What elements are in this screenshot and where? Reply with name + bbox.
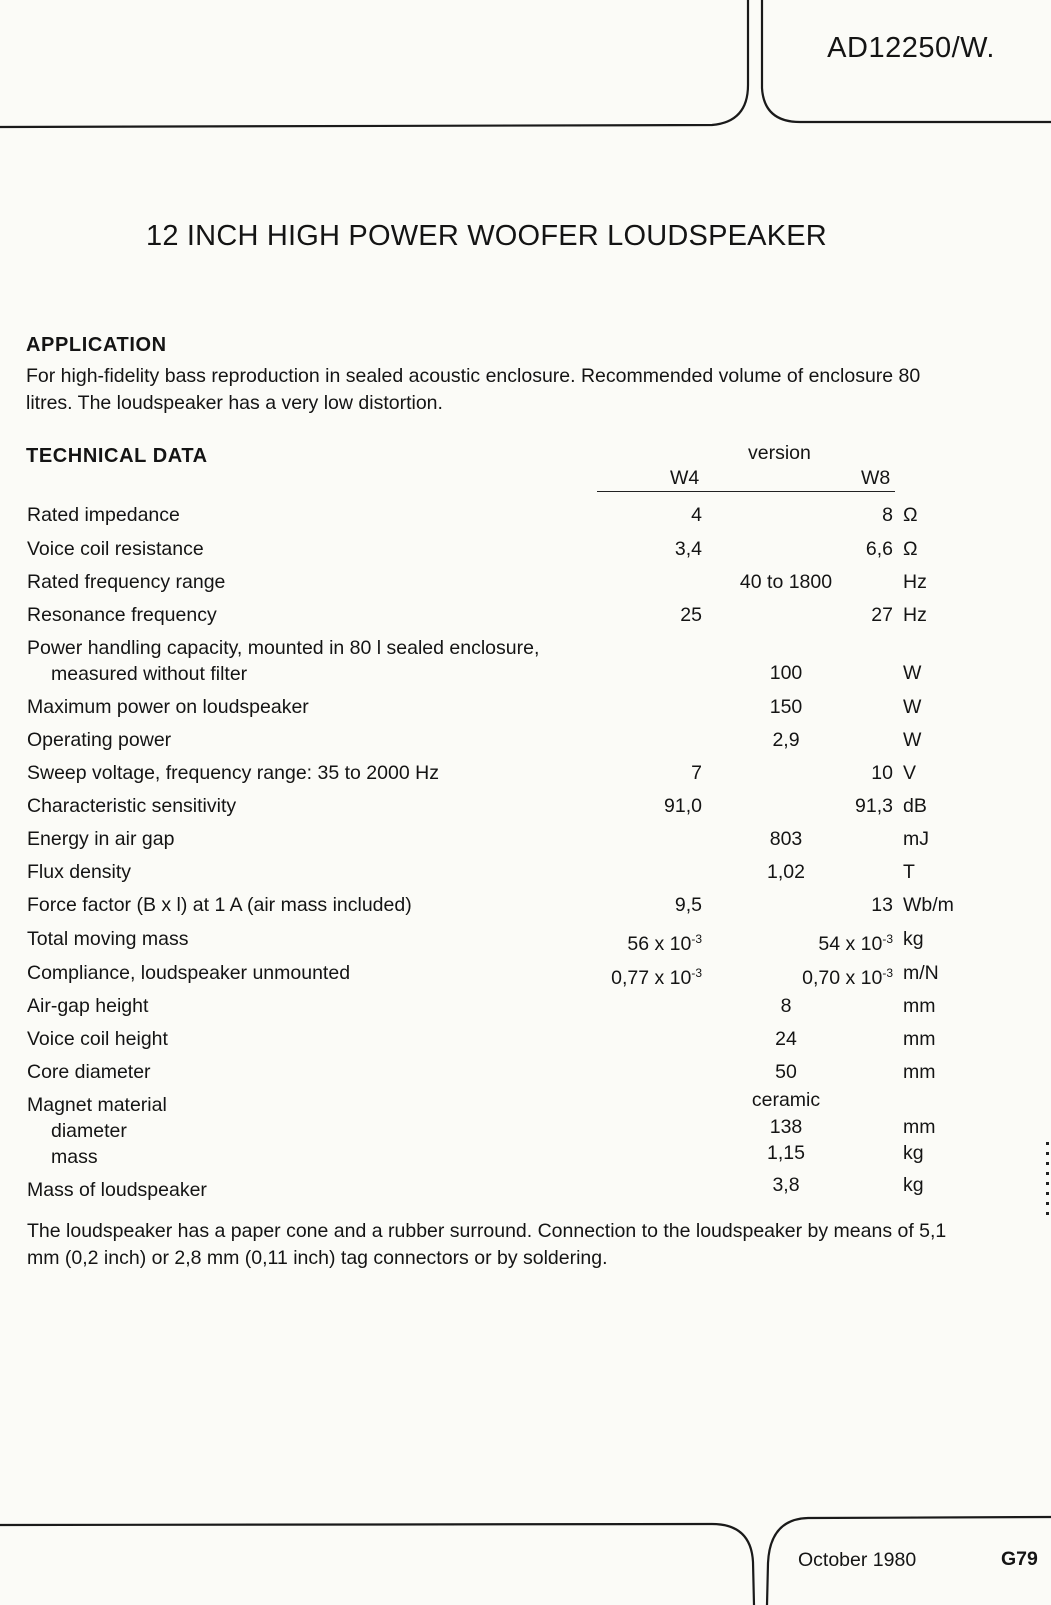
row-label: Mass of loudspeaker [27, 1179, 207, 1201]
value-unit: W [903, 729, 922, 751]
value-w8-text: 13 [871, 894, 893, 916]
footer-date: October 1980 [798, 1549, 917, 1571]
value-unit: kg [903, 1174, 924, 1196]
value-w8-text: 6,6 [865, 538, 893, 560]
construction-note: The loudspeaker has a paper cone and a rubber surround. Connection to the loudspeaker by means of 5,1 mm (0,2 inch) or 2,8 mm (0,11 inch) tag connectors or by soldering. [27, 1220, 947, 1269]
value-w4-text: 25 [680, 604, 702, 626]
row-label: Force factor (B x l) at 1 A (air mass included) [27, 894, 412, 916]
value-unit: kg [903, 928, 924, 950]
row-label: Sweep voltage, frequency range: 35 to 2000 Hz [27, 762, 439, 784]
row-label: Voice coil resistance [27, 538, 204, 560]
value-w8 [871, 602, 893, 628]
value-common: 24 [775, 1028, 797, 1050]
column-header-w4: W4 [670, 467, 700, 489]
value-w4 [675, 892, 702, 918]
row-label: Rated frequency range [27, 571, 226, 593]
value-w4 [691, 502, 702, 528]
footer-page-number: G79 [1001, 1548, 1038, 1570]
row-sublabel: diameter [51, 1120, 127, 1142]
row-sublabel: mass [51, 1146, 98, 1168]
value-w4-text: 9,5 [674, 894, 702, 916]
value-w4-text: 7 [691, 762, 702, 784]
value-w4 [675, 536, 702, 562]
value-common: 3,8 [772, 1174, 800, 1196]
value-unit: kg [903, 1142, 924, 1164]
value-common: 803 [769, 828, 803, 850]
value-w8 [871, 760, 893, 786]
row-label: Magnet material [27, 1094, 167, 1116]
row-label: Voice coil height [27, 1028, 168, 1050]
technical-data-heading: TECHNICAL DATA [26, 445, 208, 467]
value-w4-text: 91,0 [664, 795, 702, 817]
value-w4-text: 56 x 10 [627, 933, 692, 955]
row-label: Flux density [27, 861, 132, 883]
document-code: AD12250/W. [827, 32, 995, 64]
value-unit: Hz [903, 604, 927, 626]
value-unit: W [903, 696, 922, 718]
row-sublabel: measured without filter [51, 663, 248, 685]
value-w4-exponent: -3 [691, 966, 702, 980]
value-w8 [871, 892, 893, 918]
value-common: 2,9 [772, 729, 800, 751]
row-label: Air-gap height [27, 995, 149, 1017]
value-unit: Hz [903, 571, 927, 593]
value-common: 150 [769, 696, 803, 718]
value-unit: mm [903, 1116, 936, 1138]
value-unit: Ω [903, 504, 918, 526]
value-w8-text: 10 [871, 762, 893, 784]
value-w8 [866, 536, 893, 562]
value-w8-exponent: -3 [882, 966, 893, 980]
value-w4 [691, 760, 702, 786]
value-common: 138 [769, 1116, 803, 1138]
value-w8-text: 8 [882, 504, 893, 526]
row-label: Operating power [27, 729, 172, 751]
value-w8-text: 91,3 [855, 795, 893, 817]
value-common: 8 [780, 995, 792, 1017]
value-unit: W [903, 662, 922, 684]
value-unit: T [903, 861, 915, 883]
row-label: Compliance, loudspeaker unmounted [27, 962, 351, 984]
value-w8 [802, 960, 893, 991]
row-label: Energy in air gap [27, 828, 175, 850]
value-unit: mm [903, 1061, 936, 1083]
value-unit: Wb/m [903, 894, 954, 916]
value-w4-text: 0,77 x 10 [611, 967, 692, 989]
value-w8-text: 27 [871, 604, 893, 626]
value-w8-text: 0,70 x 10 [802, 967, 883, 989]
value-unit: V [903, 762, 917, 784]
value-unit: dB [903, 795, 927, 817]
value-unit: mJ [903, 828, 929, 850]
value-common: 100 [769, 662, 803, 684]
value-common: ceramic [751, 1089, 821, 1111]
value-common: 40 to 1800 [739, 571, 833, 593]
application-text: For high-fidelity bass reproduction in sealed acoustic enclosure. Recommended volume of enclosure 80 litres. The loudspeaker has a very low distortion. [26, 365, 921, 414]
value-w4 [664, 793, 702, 819]
value-unit: Ω [903, 538, 918, 560]
page-title: 12 INCH HIGH POWER WOOFER LOUDSPEAKER [146, 220, 827, 252]
row-label: Rated impedance [27, 504, 180, 526]
value-common: 1,15 [767, 1142, 805, 1164]
value-w8 [818, 926, 893, 957]
value-unit: mm [903, 995, 936, 1017]
value-w4 [611, 960, 702, 991]
value-unit: m/N [903, 962, 939, 984]
row-label: Core diameter [27, 1061, 151, 1083]
row-label: Total moving mass [27, 928, 189, 950]
value-w8 [855, 793, 893, 819]
value-w4 [627, 926, 702, 957]
value-unit: mm [903, 1028, 936, 1050]
row-label: Maximum power on loudspeaker [27, 696, 309, 718]
value-common: 50 [775, 1061, 797, 1083]
version-label: version [748, 442, 811, 464]
value-w4-text: 4 [691, 504, 702, 526]
value-w4-text: 3,4 [674, 538, 702, 560]
row-label: Resonance frequency [27, 604, 217, 626]
value-w4 [680, 602, 702, 628]
value-w8-exponent: -3 [882, 932, 893, 946]
value-w8 [882, 502, 893, 528]
column-header-w8: W8 [861, 467, 891, 489]
value-common: 1,02 [767, 861, 805, 883]
row-label: Power handling capacity, mounted in 80 l sealed enclosure, [27, 637, 540, 659]
application-heading: APPLICATION [26, 334, 167, 356]
row-label: Characteristic sensitivity [27, 795, 237, 817]
value-w8-text: 54 x 10 [818, 933, 883, 955]
value-w4-exponent: -3 [691, 932, 702, 946]
